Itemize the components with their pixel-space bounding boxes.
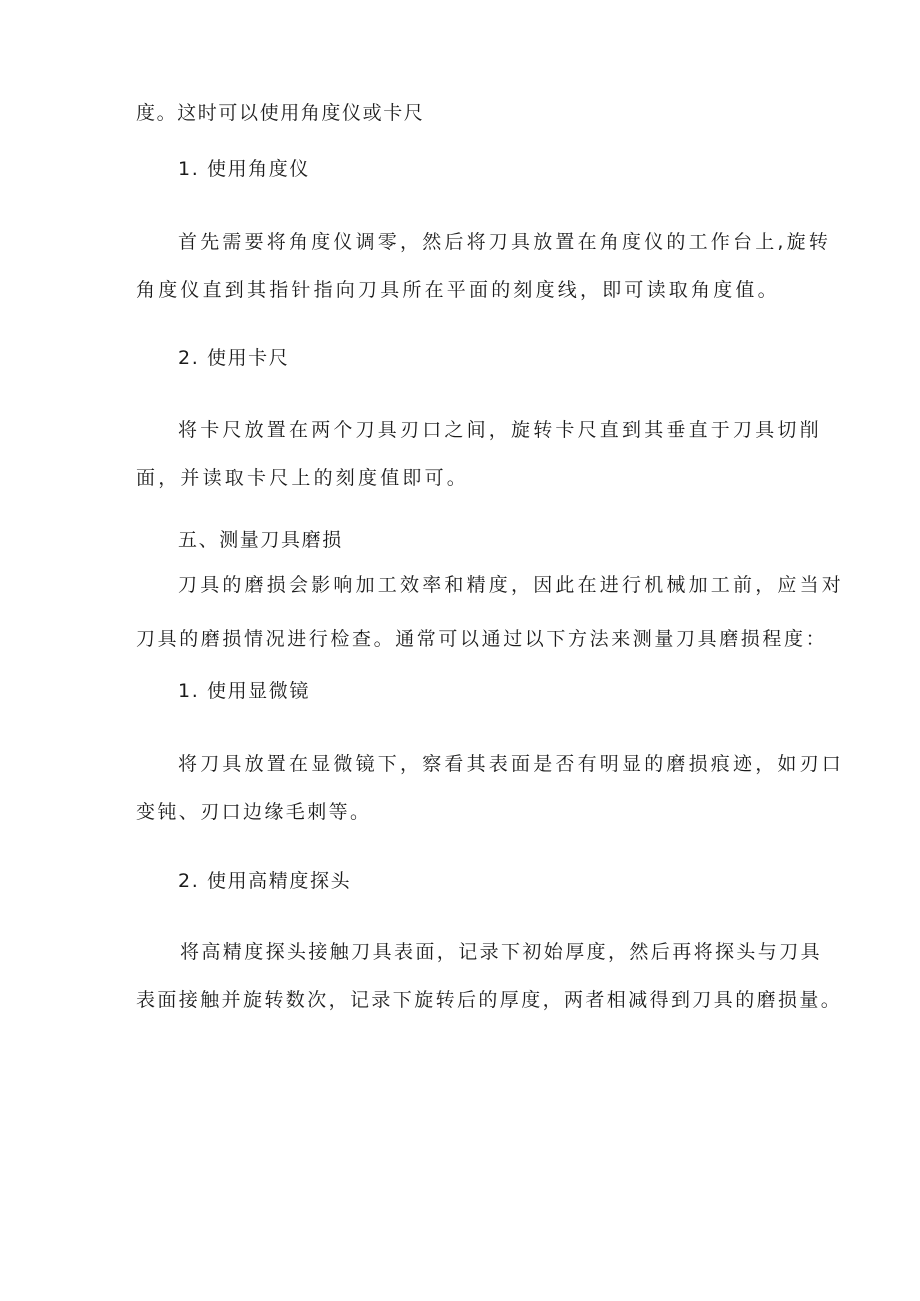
- subheading-use-caliper: 2. 使用卡尺: [178, 347, 290, 369]
- subheading-use-precision-probe: 2. 使用高精度探头: [178, 870, 352, 892]
- paragraph-line: 将刀具放置在显微镜下，察看其表面是否有明显的磨损痕迹，如刃口: [178, 753, 845, 775]
- paragraph-continuation-line: 度。这时可以使用角度仪或卡尺: [136, 102, 425, 124]
- paragraph-line: 变钝、刃口边缘毛刺等。: [136, 801, 372, 823]
- subheading-use-protractor: 1. 使用角度仪: [178, 158, 310, 180]
- paragraph-line: 将高精度探头接触刀具表面，记录下初始厚度，然后再将探头与刀具: [180, 941, 823, 963]
- paragraph-line: 面，并读取卡尺上的刻度值即可。: [136, 467, 470, 489]
- paragraph-line: 将卡尺放置在两个刀具刃口之间，旋转卡尺直到其垂直于刀具切削: [178, 419, 822, 441]
- paragraph-line: 刀具的磨损会影响加工效率和精度，因此在进行机械加工前，应当对: [178, 574, 845, 596]
- paragraph-line: 表面接触并旋转数次，记录下旋转后的厚度，两者相减得到刀具的磨损量。: [136, 989, 843, 1011]
- paragraph-line: 刀具的磨损情况进行检查。通常可以通过以下方法来测量刀具磨损程度：: [136, 628, 828, 650]
- section-heading-tool-wear: 五、测量刀具磨损: [178, 529, 343, 551]
- paragraph-line: 首先需要将角度仪调零，然后将刀具放置在角度仪的工作台上,旋转: [178, 231, 832, 253]
- subheading-use-microscope: 1. 使用显微镜: [178, 680, 310, 702]
- paragraph-line: 角度仪直到其指针指向刀具所在平面的刻度线，即可读取角度值。: [136, 279, 780, 301]
